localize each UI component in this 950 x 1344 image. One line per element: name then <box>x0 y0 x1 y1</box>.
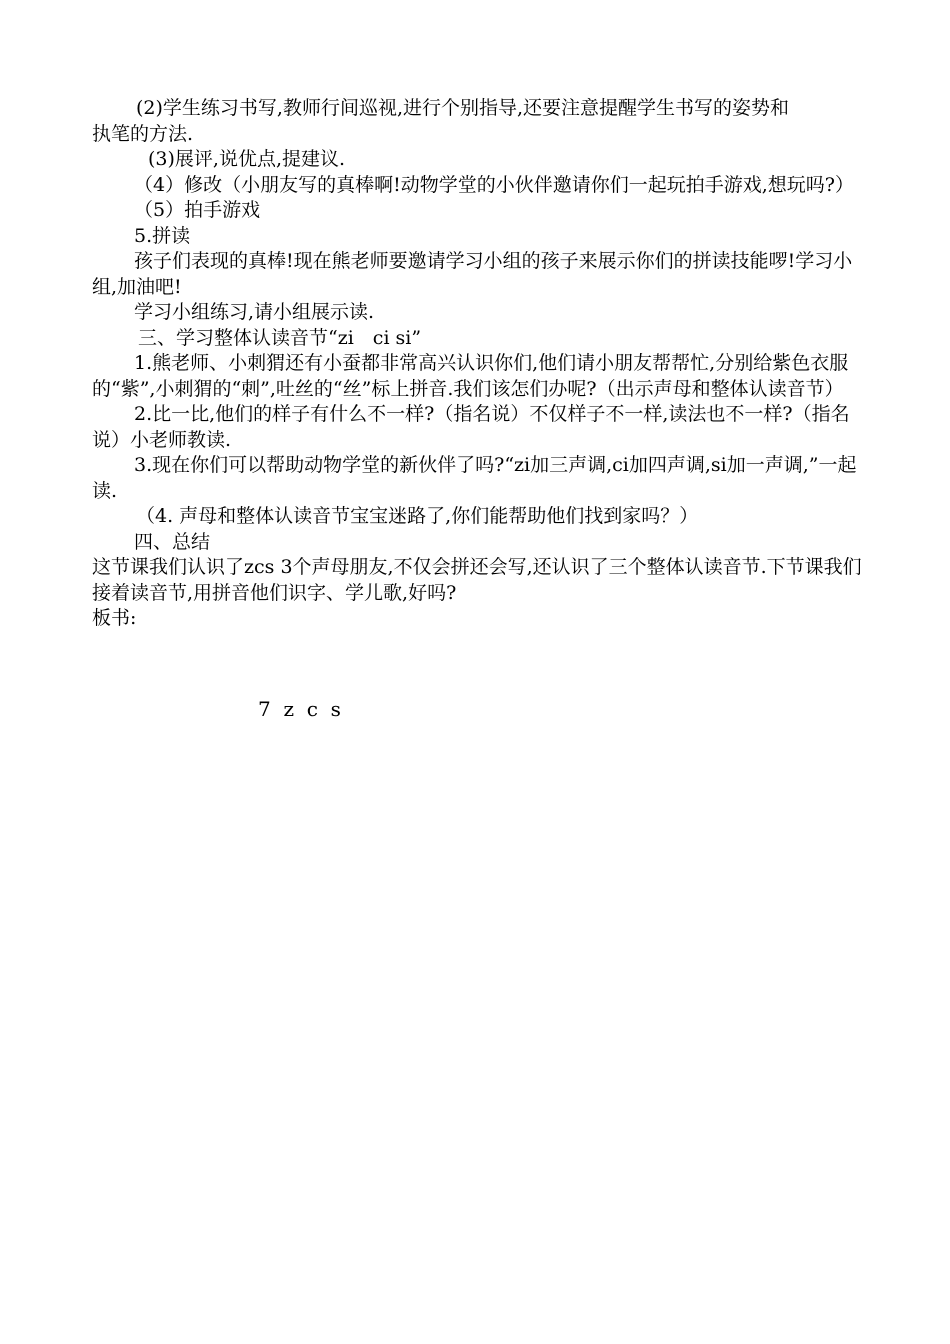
paragraph-group-practice: 学习小组练习,请小组展示读. <box>134 301 375 323</box>
paragraph-revise: （4）修改（小朋友写的真棒啊!动物学堂的小伙伴邀请你们一起玩拍手游戏,想玩吗?） <box>134 173 854 196</box>
section-heading-syllables: 三、学习整体认读音节“zi ci si” <box>138 326 422 349</box>
paragraph-writing-practice: (2)学生练习书写,教师行间巡视,进行个别指导,还要注意提醒学生书写的姿势和执笔的方法. <box>92 97 790 145</box>
paragraph-clap-game: （5）拍手游戏 <box>134 199 261 221</box>
paragraph-step-3: 3.现在你们可以帮助动物学堂的新伙伴了吗?“zi加三声调,ci加四声调,si加一声调,”一起读. <box>92 454 857 502</box>
paragraph-spelling-intro: 孩子们表现的真棒!现在熊老师要邀请学习小组的孩子来展示你们的拼读技能啰!学习小组,加油吧! <box>92 250 853 298</box>
paragraph-step-4: （4. 声母和整体认读音节宝宝迷路了,你们能帮助他们找到家吗？） <box>136 505 699 527</box>
board-content: 7 z c s <box>258 697 341 721</box>
paragraph-spelling-heading: 5.拼读 <box>134 224 191 247</box>
paragraph-evaluation: (3)展评,说优点,提建议. <box>148 148 346 170</box>
paragraph-step-1: 1.熊老师、小刺猬还有小蚕都非常高兴认识你们,他们请小朋友帮帮忙,分别给紫色衣服的“紫”,小刺猬的“刺”,吐丝的“丝”标上拼音.我们该怎们办呢?（出示声母和整体认读音节） <box>92 352 849 400</box>
document-body <box>92 96 862 632</box>
board-label: 板书: <box>92 607 137 629</box>
paragraph-step-2: 2.比一比,他们的样子有什么不一样?（指名说）不仅样子不一样,读法也不一样?（指名说）小老师教读. <box>92 403 850 451</box>
section-heading-summary: 四、总结 <box>134 530 211 553</box>
paragraph-summary: 这节课我们认识了zcs 3个声母朋友,不仅会拼还会写,还认识了三个整体认读音节.下节课我们接着读音节,用拼音他们识字、学儿歌,好吗? <box>92 556 862 604</box>
